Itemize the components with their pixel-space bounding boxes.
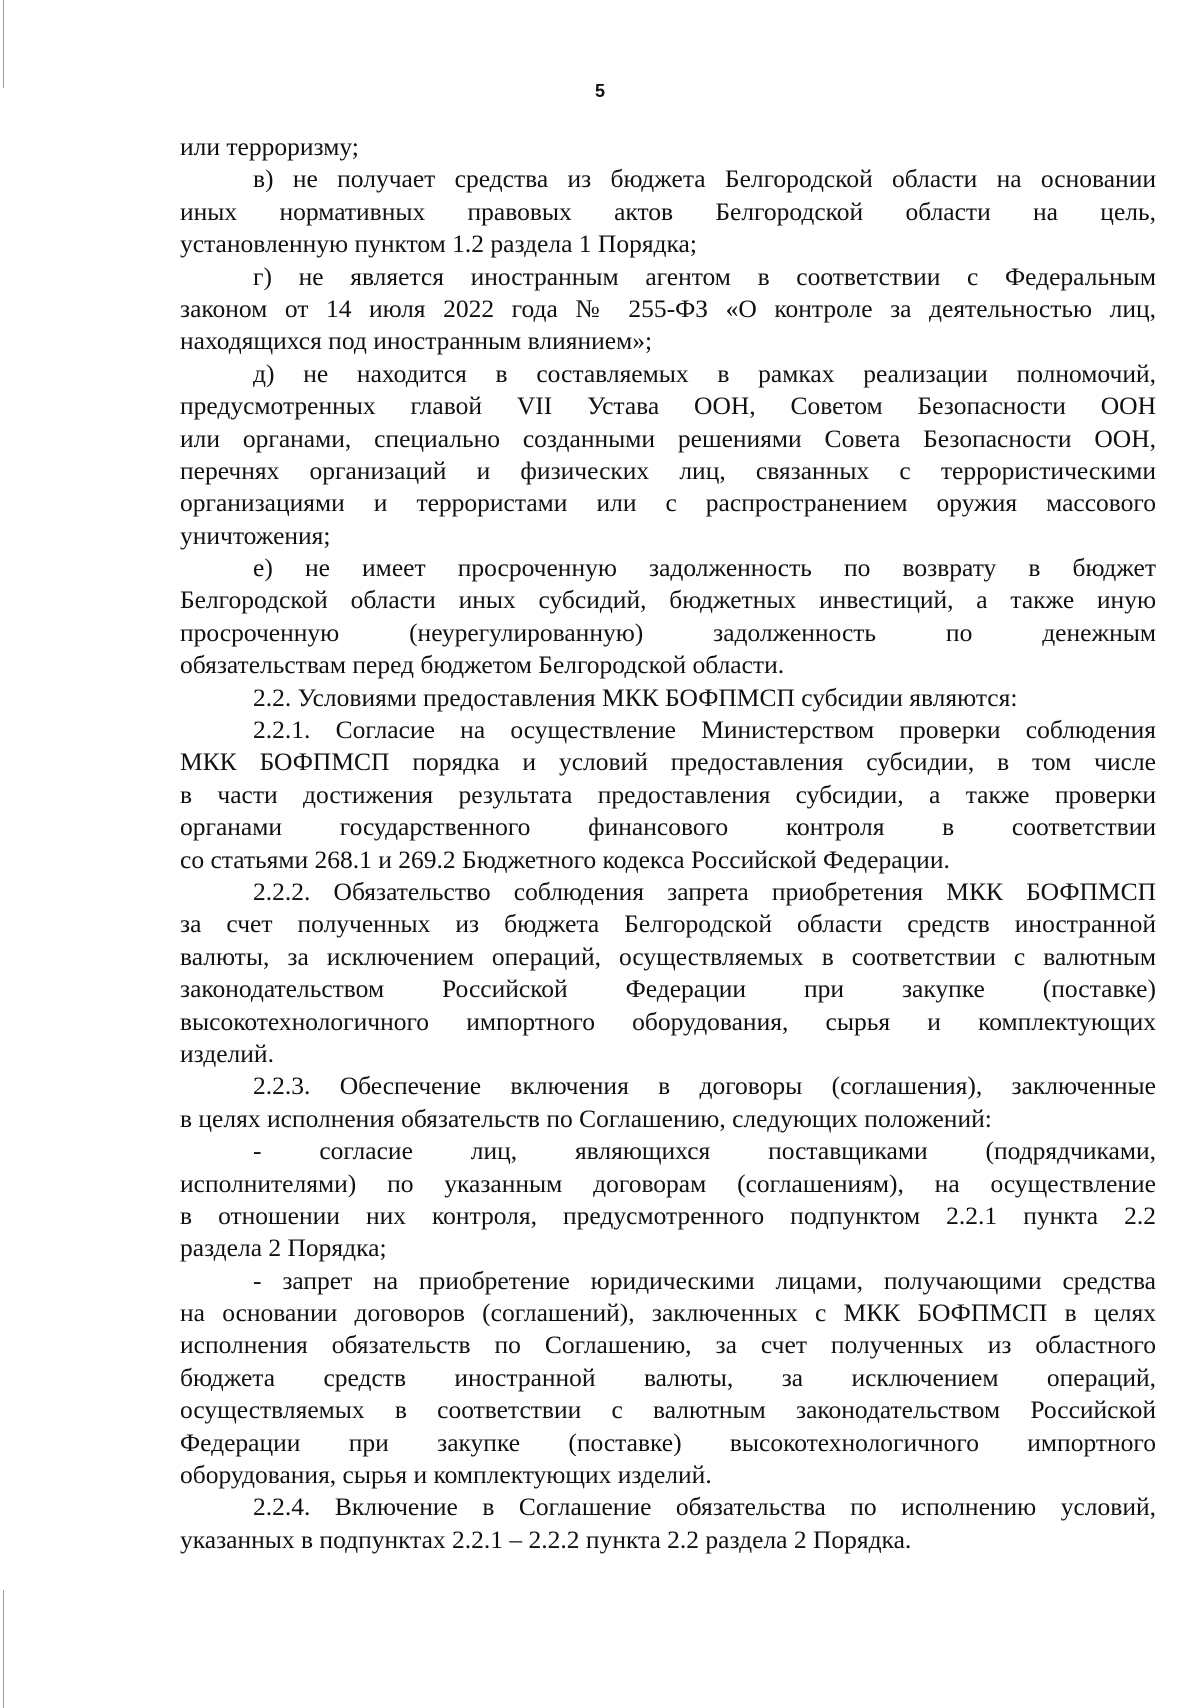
text-line: или терроризму; (180, 132, 359, 161)
text-line: изделий. (180, 1038, 274, 1068)
text-line: законодательством Российской Федерации при закупке (поставке) (180, 974, 1156, 1004)
text-line: иных нормативных правовых актов Белгородской области на цель, (180, 196, 1156, 226)
text-line: организациями и террористами или с распространением оружия массового (180, 488, 1156, 518)
text-line: 2.2.1. Согласие на осуществление Министерством проверки соблюдения (253, 715, 1156, 745)
text-line: просроченную (неурегулированную) задолженность по денежным (180, 617, 1156, 647)
text-line: в целях исполнения обязательств по Соглашению, следующих положений: (180, 1103, 992, 1133)
text-line: указанных в подпунктах 2.2.1 – 2.2.2 пункта 2.2 раздела 2 Порядка. (180, 1524, 912, 1554)
text-line: исполнителями) по указанным договорам (соглашениям), на осуществление (180, 1168, 1156, 1198)
text-line: валюты, за исключением операций, осуществляемых в соответствии с валютным (180, 941, 1156, 971)
text-line: исполнения обязательств по Соглашению, за счет полученных из областного (180, 1330, 1156, 1360)
text-line: обязательствам перед бюджетом Белгородской области. (180, 650, 785, 680)
scan-edge-bottom (3, 1590, 4, 1708)
text-line: 2.2.2. Обязательство соблюдения запрета приобретения МКК БОФПМСП (253, 876, 1156, 906)
text-line: - согласие лиц, являющихся поставщиками (подрядчиками, (253, 1136, 1156, 1166)
text-line: Федерации при закупке (поставке) высокотехнологичного импортного (180, 1427, 1156, 1457)
text-line: г) не является иностранным агентом в соответствии с Федеральным (253, 261, 1156, 291)
text-line: на основании договоров (соглашений), заключенных с МКК БОФПМСП в целях (180, 1298, 1156, 1328)
text-line: - запрет на приобретение юридическими лицами, получающими средства (253, 1265, 1156, 1295)
page-number: 5 (594, 81, 605, 101)
text-line: в) не получает средства из бюджета Белгородской области на основании (253, 164, 1156, 194)
text-line: в части достижения результата предоставления субсидии, а также проверки (180, 779, 1156, 809)
text-line: д) не находится в составляемых в рамках реализации полномочий, (253, 358, 1156, 388)
text-line: МКК БОФПМСП порядка и условий предоставления субсидии, в том числе (180, 747, 1156, 777)
text-line: осуществляемых в соответствии с валютным законодательством Российской (180, 1395, 1156, 1425)
text-line: со статьями 268.1 и 269.2 Бюджетного кодекса Российской Федерации. (180, 844, 950, 874)
text-line: оборудования, сырья и комплектующих изделий. (180, 1460, 712, 1490)
text-line: предусмотренных главой VII Устава ООН, Советом Безопасности ООН (180, 391, 1156, 421)
text-line: высокотехнологичного импортного оборудования, сырья и комплектующих (180, 1006, 1156, 1036)
text-line: раздела 2 Порядка; (180, 1233, 387, 1263)
text-line: е) не имеет просроченную задолженность по возврату в бюджет (253, 553, 1156, 583)
text-line: перечнях организаций и физических лиц, связанных с террористическими (180, 455, 1156, 485)
scan-edge-top (3, 0, 4, 88)
document-body (180, 131, 1156, 1556)
text-line: уничтожения; (180, 520, 331, 550)
text-line: органами государственного финансового контроля в соответствии (180, 812, 1156, 842)
text-line: 2.2.4. Включение в Соглашение обязательства по исполнению условий, (253, 1492, 1156, 1522)
text-line: 2.2.3. Обеспечение включения в договоры (соглашения), заключенные (253, 1071, 1156, 1101)
text-line: Белгородской области иных субсидий, бюджетных инвестиций, а также иную (180, 585, 1156, 615)
text-line: установленную пунктом 1.2 раздела 1 Порядка; (180, 229, 697, 259)
text-line: 2.2. Условиями предоставления МКК БОФПМСП субсидии являются: (253, 682, 1018, 712)
text-line: бюджета средств иностранной валюты, за исключением операций, (180, 1362, 1156, 1392)
text-line: законом от 14 июля 2022 года № 255-ФЗ «О контроле за деятельностью лиц, (180, 293, 1156, 323)
text-line: находящихся под иностранным влиянием»; (180, 326, 653, 356)
text-line: в отношении них контроля, предусмотренного подпунктом 2.2.1 пункта 2.2 (180, 1200, 1156, 1230)
text-line: за счет полученных из бюджета Белгородской области средств иностранной (180, 909, 1156, 939)
text-line: или органами, специально созданными решениями Совета Безопасности ООН, (180, 423, 1156, 453)
